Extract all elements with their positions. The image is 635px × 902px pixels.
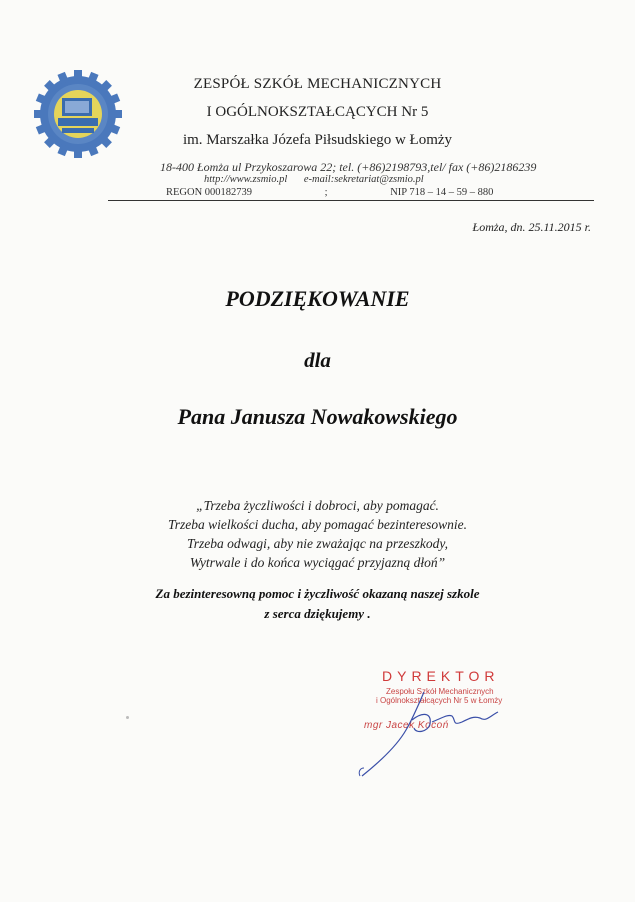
institution-name-line1: ZESPÓŁ SZKÓŁ MECHANICZNYCH: [193, 76, 442, 92]
institution-ids: [166, 187, 493, 198]
gear-tooth: [74, 148, 82, 158]
id-separator: ;: [324, 187, 328, 198]
institution-address: 18-400 Łomża ul Przykoszarowa 22; tel. (+86)2198793,tel/ fax (+86)2186239: [160, 160, 537, 174]
institution-patron: im. Marszałka Józefa Piłsudskiego w Łomży: [182, 132, 453, 148]
stamp-line: Zespołu Szkół Mechanicznych: [386, 687, 494, 696]
director-stamp: [352, 668, 532, 778]
stamp-title: DYREKTOR: [382, 668, 500, 684]
institution-contact: [204, 174, 438, 185]
quote-line: Wytrwale i do końca wyciągać przyjazną dłoń”: [189, 555, 446, 570]
stamp-director-name: mgr Jacek Kocoń: [364, 720, 449, 731]
for-word: dla: [304, 348, 331, 372]
thanks-block: [0, 584, 635, 624]
document-title: PODZIĘKOWANIE: [225, 286, 410, 311]
header-divider: [108, 200, 594, 201]
thanks-line: z serca dziękujemy .: [264, 606, 371, 621]
quote-block: [0, 496, 635, 572]
quote-line: Trzeba wielkości ducha, aby pomagać bezinteresownie.: [167, 517, 468, 532]
nip-number: NIP 718 – 14 – 59 – 880: [390, 187, 494, 198]
scan-speck: [126, 716, 129, 719]
quote-line: Trzeba odwagi, aby nie zważając na przeszkody,: [186, 536, 448, 551]
institution-name-line2: I OGÓLNOKSZTAŁCĄCYCH Nr 5: [206, 104, 429, 120]
quote-line: „Trzeba życzliwości i dobroci, aby pomagać.: [196, 498, 439, 513]
document-date: Łomża, dn. 25.11.2015 r.: [472, 220, 591, 234]
stamp-line: i Ogólnokształcących Nr 5 w Łomży: [376, 696, 503, 705]
thanks-line: Za bezinteresowną pomoc i życzliwość okazaną naszej szkole: [155, 586, 480, 601]
regon-number: REGON 000182739: [166, 187, 253, 198]
recipient-name: Pana Janusza Nowakowskiego: [177, 404, 458, 429]
email-link[interactable]: e-mail:sekretariat@zsmio.pl: [303, 174, 424, 185]
website-link[interactable]: http://www.zsmio.pl: [204, 174, 288, 185]
